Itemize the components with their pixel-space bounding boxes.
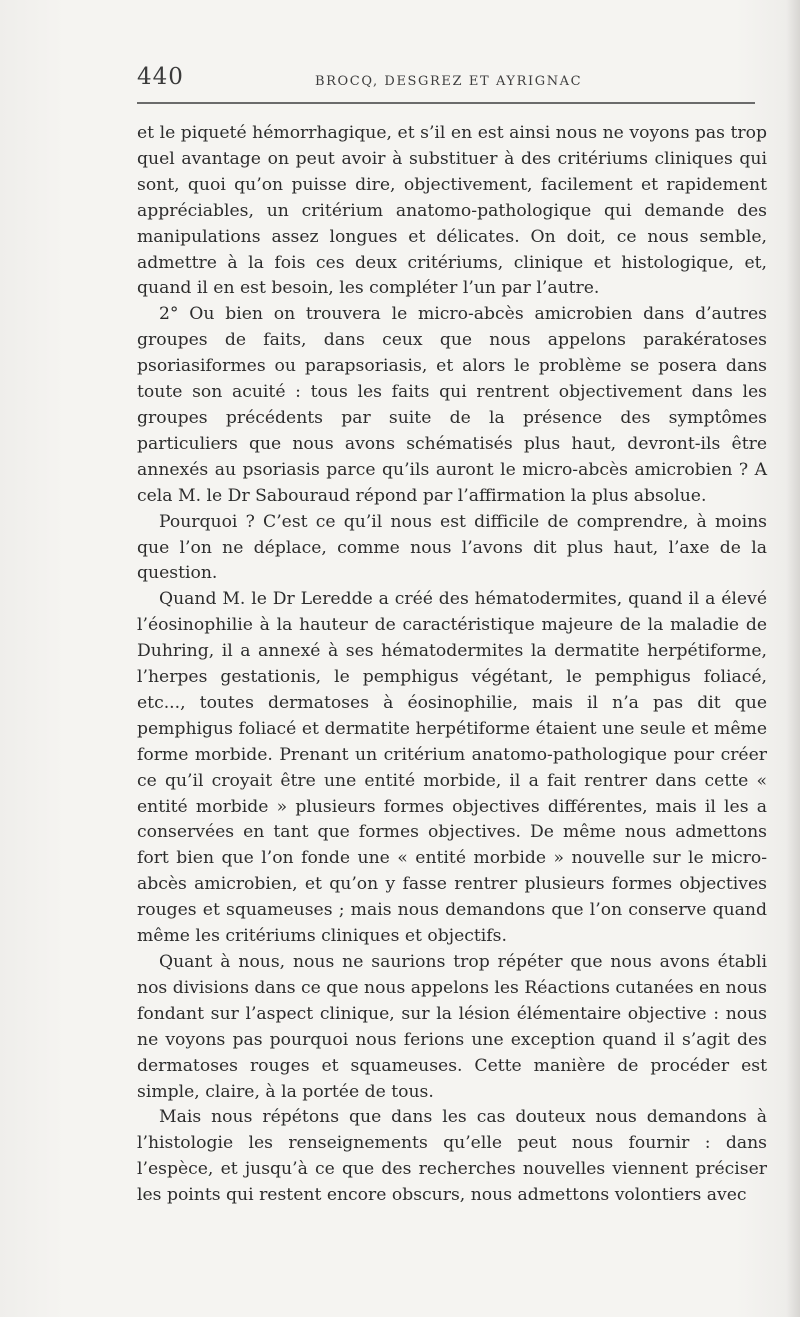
paragraph-leredde: Quand M. le Dr Leredde a créé des hématodermites, quand il a élevé l’éosinophilie à la hauteur de caractéristique majeure de la maladie de Duhring, il a annexé à ses hématodermites la dermatite herpétiforme, l’herpes gestationis, le pemphigus végétant, le pemphigus foliacé, etc..., toutes dermatoses à éosinophilie, mais il n’a pas dit que pemphigus foliacé et dermatite herpétiforme étaient une seule et même forme morbide. Prenant un critérium anatomo-pathologique pour créer ce qu’il croyait être une entité morbide, il a fait rentrer dans cette « entité morbide » plusieurs formes objectives différentes, mais il les a conservées en tant que formes objectives. De même nous admettons fort bien que l’on fonde une « entité morbide » nouvelle sur le micro-abcès amicrobien, et qu’on y fasse rentrer plusieurs formes objectives rouges et squameuses ; mais nous demandons que l’on conserve quand même les critériums cliniques et objectifs. xyxy=(137,589,767,947)
page-edge-shadow xyxy=(786,0,800,1317)
paragraph-point-two: 2° Ou bien on trouvera le micro-abcès amicrobien dans d’autres groupes de faits, dans ceux que nous appelons parakératoses psoriasiformes ou parapsoriasis, et alors le problème se posera dans toute son acuité : tous les faits qui rentrent objectivement dans les groupes précédents par suite de la présence des symptômes particuliers que nous avons schématisés plus haut, devront-ils être annexés au psoriasis parce qu’ils auront le micro-abcès amicrobien ? A cela M. le Dr Sabouraud répond par l’affirmation la plus absolue. xyxy=(137,304,767,506)
page-header xyxy=(137,64,767,98)
running-head: BROCQ, DESGREZ ET AYRIGNAC xyxy=(315,74,583,89)
paragraph-pourquoi: Pourquoi ? C’est ce qu’il nous est difficile de comprendre, à moins que l’on ne déplace, comme nous l’avons dit plus haut, l’axe de la question. xyxy=(137,511,767,584)
body-text xyxy=(137,121,767,1209)
paragraph-mais-nous: Mais nous répétons que dans les cas douteux nous demandons à l’histologie les renseignements qu’elle peut nous fournir : dans l’espèce, et jusqu’à ce que des recherches nouvelles viennent préciser les points qui restent encore obscurs, nous admettons volontiers avec xyxy=(137,1107,767,1206)
paragraph-continued: et le piqueté hémorrhagique, et s’il en est ainsi nous ne voyons pas trop quel avantage on peut avoir à substituer à des critériums cliniques qui sont, quoi qu’on puisse dire, objectivement, facilement et rapidement appréciables, un critérium anatomo-pathologique qui demande des manipulations assez longues et délicates. On doit, ce nous semble, admettre à la fois ces deux critériums, clinique et histologique, et, quand il en est besoin, les compléter l’un par l’autre. xyxy=(137,123,767,299)
paragraph-quant-a-nous: Quant à nous, nous ne saurions trop répéter que nous avons établi nos divisions dans ce que nous appelons les Réactions cutanées en nous fondant sur l’aspect clinique, sur la lésion élémentaire objective : nous ne voyons pas pourquoi nous ferions une exception quand il s’agit des dermatoses rouges et squameuses. Cette manière de procéder est simple, claire, à la portée de tous. xyxy=(137,952,767,1102)
page-number: 440 xyxy=(137,64,184,90)
header-rule xyxy=(137,102,755,104)
